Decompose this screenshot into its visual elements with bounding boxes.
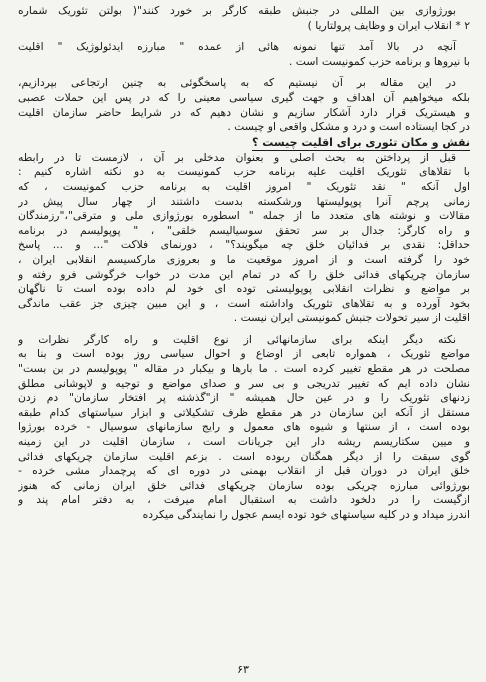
text-line: بورژوازی بین المللی در جنبش طبقه کارگر بر خورد کنند"( بولتن تئوریک شماره (18, 4, 456, 17)
body-section (18, 151, 470, 523)
paragraph (18, 4, 470, 33)
text-line: نکته دیگر اینکه برای سازمانهائی از نوع اقلیت و راه کارگر نظرات و (18, 332, 456, 346)
text-line: بر مواضع و نظرات انقلابی پوپولیستی توده ای خود لم داده بوده است تا ناگهان (18, 282, 470, 296)
text-line: قبل از پرداختن به بحث اصلی و بعنوان مدخلی بر آن ، لازمست تا در رابطه (18, 150, 456, 164)
text-line: مقالات و نوشته های متعدد ما از جمله " اسطوره بورژوازی ملی و مترقی"،"رزمندگان (18, 209, 470, 223)
text-line: زدنهای تئوریک را و در عین حال همیشه " از"گذشته پر افتخار سازمان" دم زدن (18, 391, 470, 405)
text-line: سازمان چریکهای فدائی خلق را که در تمام این مدت در خواب خرگوشی فرو رفته و (18, 267, 470, 281)
text-line: مستقل از آنکه این سازمان در هر مقطع ظرف تشکیلاتی و ابزار سیاستهای کدام طبقه (18, 405, 470, 419)
text-line: خود را گرفته است و از امروز موقعیت ما و بعروزی مارکسیسم انقلابی ایران ، (18, 252, 470, 266)
text-line: اقلیت از سیر تحولات جنبش کمونیستی ایران نیست . (233, 311, 470, 325)
text-line: خلق ایران در دوران قبل از انقلاب بهمنی در دوره ای که پرچمدار مشی خرده - (18, 464, 470, 478)
paragraph-gap (18, 326, 470, 333)
paragraph-gap (18, 33, 470, 40)
text-line: و میین سکتاریسم ریشه دار این جریانات است ، سازمان اقلیت در این زمینه (18, 435, 470, 449)
text-line: و راه کارگر: جدال بر سر تحقق سوسیالیسم خلقی" ، " پوپولیسم در برنامه (18, 223, 470, 237)
text-line: با نیروها و برنامه حزب کمونیست است . (288, 54, 470, 68)
section-heading-text: نقش و مکان تئوری برای اقلیت چیست ؟ (252, 135, 470, 149)
text-line: مصلحت در هر مقطع تغییر کرده است . ما بارها و بیکبار در مقاله " پوپولیسم در بن بست" (18, 362, 470, 376)
text-line: مواضع تئوریک ، همواره تابعی از اوضاع و احوال سیاسی روز بوده است و بنا به (18, 347, 470, 361)
text-line: بورژوائی مبارزه چریکی بوده سازمان چریکهای فدائی خلق ایران زمانی که هنوز (18, 478, 470, 492)
text-line: گوی سبقت را از دیگر همگنان ربوده است . بزعم اقلیت سازمان چریکهای فدائی (18, 449, 470, 463)
paragraph (18, 76, 470, 134)
text-line: در کجا ایستاده است و درد و مشکل واقعی او چیست . (227, 120, 470, 134)
text-line: اول آنکه " نقد تئوریک " امروز اقلیت به برنامه حزب کمونیست ، که (18, 179, 470, 193)
text-line: بخود آورده و به تقلاهای تئوریک واداشته است ، و این مبین چیزی جز عقب ماندگی (18, 296, 470, 310)
paragraph (18, 333, 470, 523)
text-line: حداقل: نقدی بر فدائیان خلق چه میگویند؟" ، دورنمای فلاکت "... و ... پاسخ (18, 238, 470, 252)
text-line: ۲ * انقلاب ایران و وظایف پرولتاریا ) (307, 18, 470, 32)
intro-section (18, 4, 470, 135)
text-line: با تقلاهای تئوریک اقلیت علیه برنامه حزب کمونیست به دو نکته اشاره کنیم : (18, 165, 470, 179)
text-line: در این مقاله بر آن نیستیم که به پاسخگوئی به چنین ارتجاعی بپردازیم، (18, 76, 456, 90)
paragraph (18, 151, 470, 326)
text-line: اندرز میداد و در کلیه سیاستهای خود توده ایسم عجول را نمایندگی میکرده (142, 508, 470, 521)
text-line: و هیستریک قرار دارد آشکار سازیم و نشان دهیم که در شرایط حاضر سازمان اقلیت (18, 105, 470, 119)
text-line: نشان داده ایم که تغییر تدریجی و بی سر و صدای مواضع و توجیه و لاپوشانی مطلق (18, 376, 470, 390)
page-number: ۶۳ (237, 663, 249, 676)
paragraph-gap (18, 69, 470, 76)
section-heading (18, 135, 470, 151)
text-line: ازگیست را در دلخود داشت به استقبال امام میرفت ، به دفتر امام پند و (18, 493, 470, 507)
text-line: بلکه میخواهیم آن اهداف و جهت گیری سیاسی معینی را که در پس این حملات عصبی (18, 90, 470, 104)
text-line: بوده است ، از سنتها و شیوه های معمول و رایج سازمانهای سوسیال - خرده بورژوا (18, 420, 470, 434)
paragraph (18, 40, 470, 69)
text-line: آنچه در بالا آمد تنها نمونه هائی از عمده " مبارزه ایدئولوژیک " اقلیت (18, 40, 456, 54)
text-line: زمانی پرچم آنرا پوپولیستها ورشکسته بدست داشتند از چهار سال پیش در (18, 194, 470, 208)
